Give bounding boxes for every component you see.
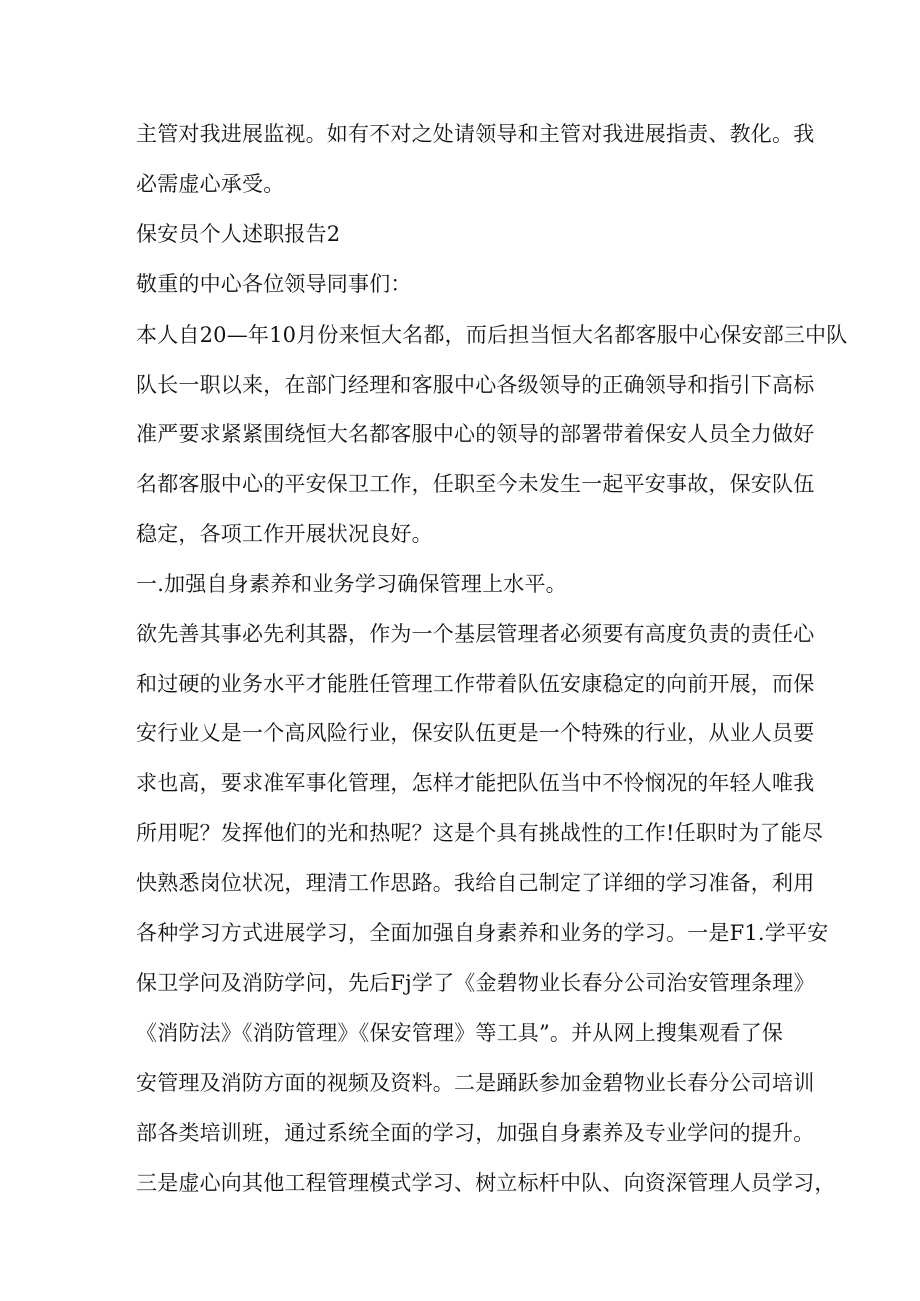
text-line: 保卫学问及消防学问，先后Fj学了《金碧物业长春分公司治安管理条理》 [136,971,815,995]
text-line: 《消防法》《消防管理》《保安管理》等工具”。并从网上搜集观看了保 [136,1021,784,1045]
text-line: 稳定，各项工作开展状况良好。 [136,522,433,546]
text-line: 主管对我进展监视。如有不对之处请领导和主管对我进展指责、教化。我 [136,122,815,146]
subsection-heading: 一.加强自身素养和业务学习确保管理上水平。 [136,572,567,596]
text-line: 本人自20—年10月份来恒大名都，而后担当恒大名都客服中心保安部三中队 [136,323,848,347]
text-line: 队长一职以来，在部门经理和客服中心各级领导的正确领导和指引下高标 [136,373,815,397]
salutation: 敬重的中心各位领导同事们： [136,272,412,296]
text-line: 安管理及消防方面的视频及资料。二是踊跃参加金碧物业长春分公司培训 [136,1071,815,1095]
text-line: 部各类培训班，通过系统全面的学习，加强自身素养及专业学问的提升。 [136,1121,815,1145]
text-line: 必需虚心承受。 [136,172,285,196]
text-line: 欲先善其事必先利其器，作为一个基层管理者必须要有高度负责的责任心 [136,622,815,646]
text-line: 准严要求紧紧围绕恒大名都客服中心的领导的部署带着保安人员全力做好 [136,422,815,446]
text-line: 求也高，要求准军事化管理，怎样才能把队伍当中不怜悯况的年轻人唯我 [136,771,815,795]
text-line: 快熟悉岗位状况，理清工作思路。我给自己制定了详细的学习准备，利用 [136,871,815,895]
text-line: 安行业乂是一个高风险行业，保安队伍更是一个特殊的行业，从业人员要 [136,721,815,745]
text-line: 所用呢？发挥他们的光和热呢？这是个具有挑战性的工作!任职时为了能尽 [136,821,824,845]
text-line: 各种学习方式进展学习，全面加强自身素养和业务的学习。一是F1.学平安 [136,921,829,945]
section-heading: 保安员个人述职报告2 [136,222,341,246]
text-line: 三是虚心向其他工程管理模式学习、树立标杆中队、向资深管理人员学习， [136,1171,836,1195]
text-line: 和过硬的业务水平才能胜任管理工作带着队伍安康稳定的向前开展，而保 [136,672,815,696]
text-line: 名都客服中心的平安保卫工作，任职至今未发生一起平安事故，保安队伍 [136,472,815,496]
